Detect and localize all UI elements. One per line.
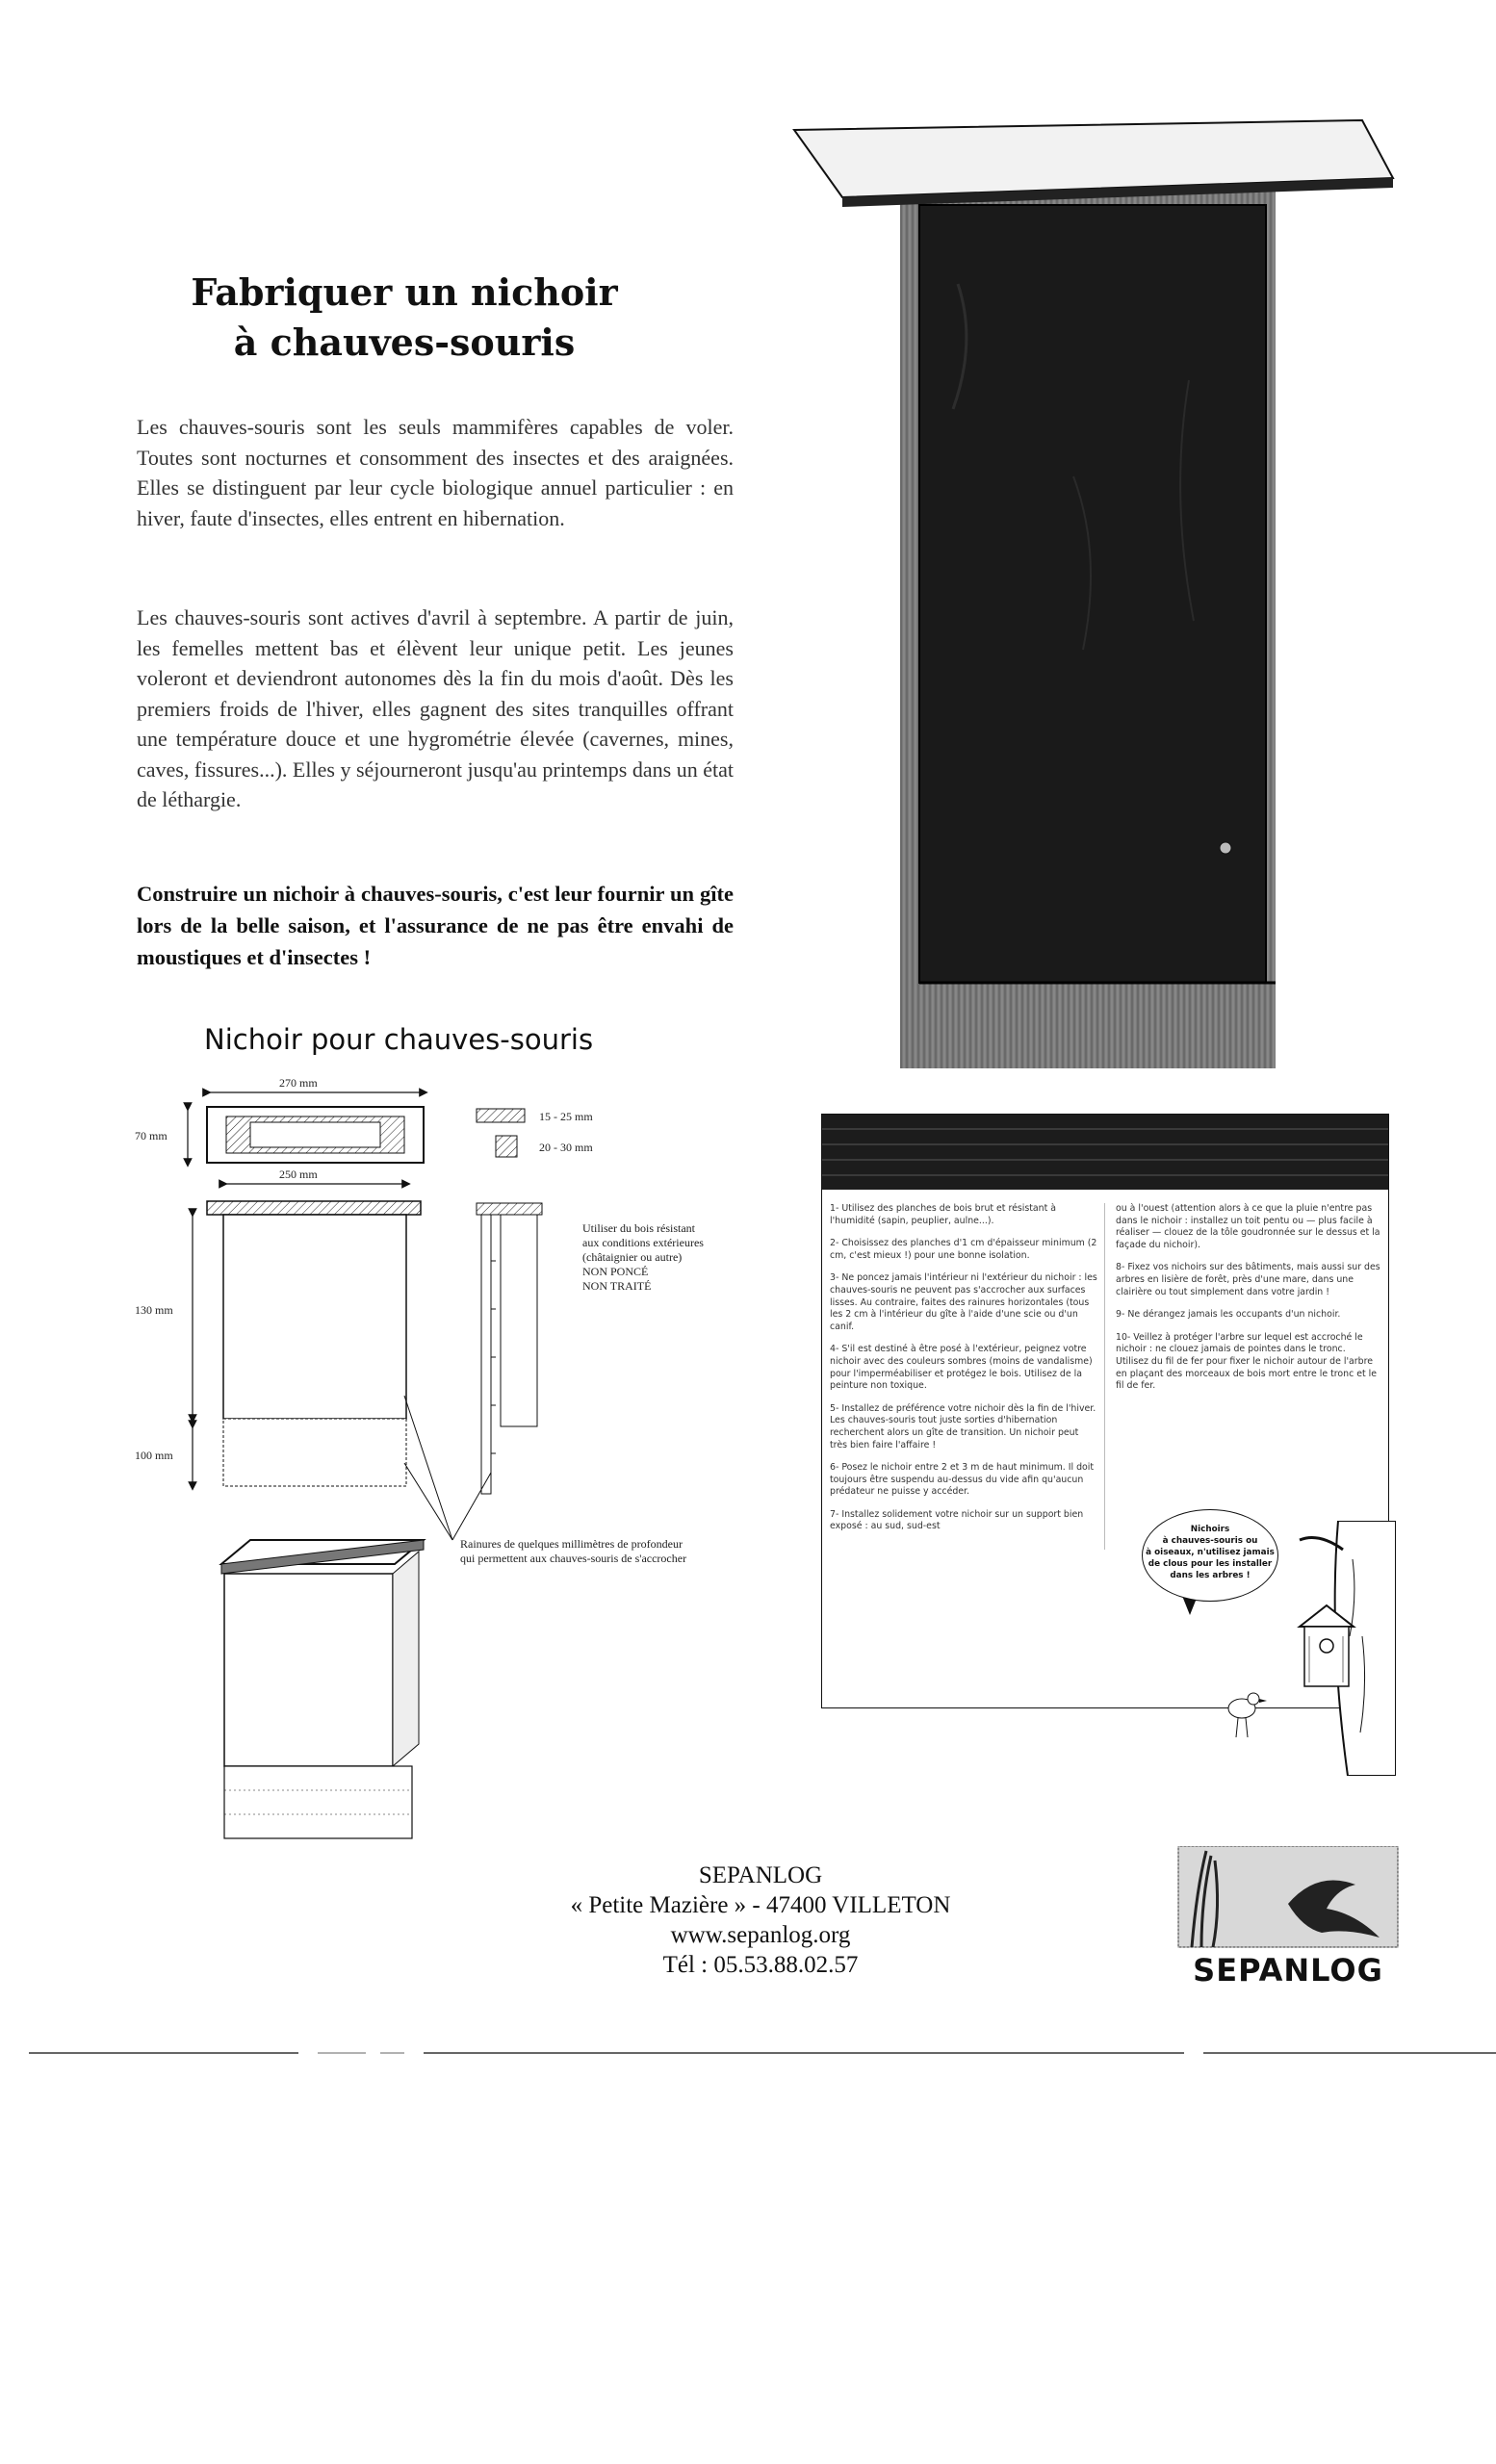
bubble-line-1: Nichoirs <box>1190 1525 1230 1534</box>
bubble-line-2: à chauves-souris ou <box>1162 1536 1258 1546</box>
step-5: 5- Installez de préférence votre nichoir dès la fin de l'hiver. Les chauves-souris tout juste sorties d'hibernation recherchent alors un gîte de transition. Un nichoir peut très bien faire l'affaire ! <box>830 1402 1096 1450</box>
intro-paragraph-2: Les chauves-souris sont actives d'avril à septembre. A partir de juin, les femelles mettent bas et élèvent leur unique petit. Les jeunes voleront et deviendront autonomes dès la fin du mois d'août. Dès les premiers froids de l'hiver, elles gagnent des sites tranquilles offrant une température douce et une hygrométrie élevée (cavernes, mines, caves, fissures...). Elles y séjourneront jusqu'au printemps dans un état de léthargie. <box>137 605 734 811</box>
diagram-title: Nichoir pour chauves-souris <box>204 1023 594 1056</box>
note-grooves-line-1: Rainures de quelques millimètres de profondeur <box>460 1537 683 1551</box>
footer-org: SEPANLOG <box>698 1862 823 1888</box>
title-line-2: à chauves-souris <box>233 321 576 364</box>
footer-contact <box>462 1861 1059 1980</box>
front-view-drawing <box>135 1201 421 1486</box>
legend-hatch-2: 20 - 30 mm <box>539 1141 593 1154</box>
bat-box-photo <box>785 91 1401 1068</box>
step-4: 4- S'il est destiné à être posé à l'extérieur, peignez votre nichoir avec des couleurs sombres (moins de vandalisme) pour l'imperméabiliser et protégez le bois. Utilisez de la peinture non toxique. <box>830 1344 1093 1392</box>
step-2: 2- Choisissez des planches d'1 cm d'épaisseur minimum (2 cm, c'est mieux !) pour une bonne isolation. <box>830 1238 1097 1261</box>
dim-height-bottom: 100 mm <box>135 1449 173 1462</box>
dim-height-main: 130 mm <box>135 1303 173 1317</box>
instructions-header-band <box>822 1115 1388 1190</box>
speech-bubble <box>1142 1509 1278 1602</box>
page-title <box>144 268 664 368</box>
footer-address: « Petite Mazière » - 47400 VILLETON <box>570 1892 951 1918</box>
note-wood-line-5: NON TRAITÉ <box>582 1279 652 1293</box>
intro-paragraph-1: Les chauves-souris sont les seuls mammifères capables de voler. Toutes sont nocturnes et consomment des insectes et des araignées. Elles se distinguent par leur cycle biologique annuel particulier : en hiver, faute d'insectes, elles entrent en hibernation. <box>137 415 734 530</box>
step-10: 10- Veillez à protéger l'arbre sur lequel est accroché le nichoir : ne clouez jamais de pointes dans le tronc. Utilisez du fil de fer pour fixer le nichoir autour de l'arbre en plaçant des morceaux de bois mort entre le tronc et le fil de fer. <box>1116 1331 1378 1392</box>
step-7: 7- Installez solidement votre nichoir sur un support bien exposé : au sud, sud-est <box>830 1508 1084 1532</box>
step-6: 6- Posez le nichoir entre 2 et 3 m de haut minimum. Il doit toujours être suspendu au-dessus du vide afin qu'aucun prédateur ne puisse y accéder. <box>830 1462 1095 1498</box>
dim-top-width: 270 mm <box>279 1076 318 1090</box>
legend-hatch-1: 15 - 25 mm <box>539 1110 593 1123</box>
bat-box-plan-diagram <box>106 1059 780 1906</box>
scan-border-lines <box>0 2048 1496 2058</box>
note-wood-line-2: aux conditions extérieures <box>582 1236 704 1249</box>
note-wood-line-3: (châtaignier ou autre) <box>582 1250 683 1264</box>
note-grooves-line-2: qui permettent aux chauves-souris de s'accrocher <box>460 1552 687 1565</box>
bubble-line-5: dans les arbres ! <box>1170 1571 1251 1580</box>
step-9: 9- Ne dérangez jamais les occupants d'un nichoir. <box>1116 1309 1341 1321</box>
dim-top-height: 70 mm <box>135 1129 168 1142</box>
side-view-drawing <box>477 1203 542 1494</box>
intro-paragraph-3: Construire un nichoir à chauves-souris, c'est leur fournir un gîte lors de la belle saison, et l'assurance de ne pas être envahi de moustiques et d'insectes ! <box>137 882 734 969</box>
step-3: 3- Ne poncez jamais l'intérieur ni l'extérieur du nichoir : les chauves-souris ne peuvent pas s'accrocher aux surfaces lisses. Au contraire, faites des rainures horizontales (tous les 2 cm à l'intérieur du gîte à l'aide d'une scie ou d'un canif. <box>830 1272 1097 1332</box>
step-7-continued: ou à l'ouest (attention alors à ce que la pluie n'entre pas dans le nichoir : installez un toit pentu ou — plus facile à réaliser — clouez de la tôle goudronnée sur le dessus et la façade du nichoir). <box>1116 1203 1380 1250</box>
footer-website[interactable]: www.sepanlog.org <box>670 1922 851 1948</box>
note-wood-line-1: Utiliser du bois résistant <box>582 1221 695 1235</box>
top-view-drawing <box>135 1076 593 1184</box>
instructions-left-column <box>830 1203 1097 1544</box>
title-line-1: Fabriquer un nichoir <box>191 270 618 314</box>
bubble-line-3: à oiseaux, n'utilisez jamais <box>1146 1548 1275 1557</box>
perspective-view-drawing <box>221 1540 424 1838</box>
dim-inner-width: 250 mm <box>279 1168 318 1181</box>
note-wood-line-4: NON PONCÉ <box>582 1265 649 1278</box>
step-8: 8- Fixez vos nichoirs sur des bâtiments, mais aussi sur des arbres en lisière de forêt, près d'une mare, dans une clairière ou tout simplement dans votre jardin ! <box>1116 1262 1380 1297</box>
instructions-right-column <box>1116 1203 1380 1403</box>
column-divider <box>1104 1203 1105 1550</box>
sepanlog-logo-text: SEPANLOG <box>1193 1952 1383 1989</box>
step-1: 1- Utilisez des planches de bois brut et résistant à l'humidité (sapin, peuplier, aulne...). <box>830 1203 1057 1226</box>
footer-phone: Tél : 05.53.88.02.57 <box>662 1952 859 1978</box>
bubble-line-4: de clous pour les installer <box>1148 1559 1273 1569</box>
